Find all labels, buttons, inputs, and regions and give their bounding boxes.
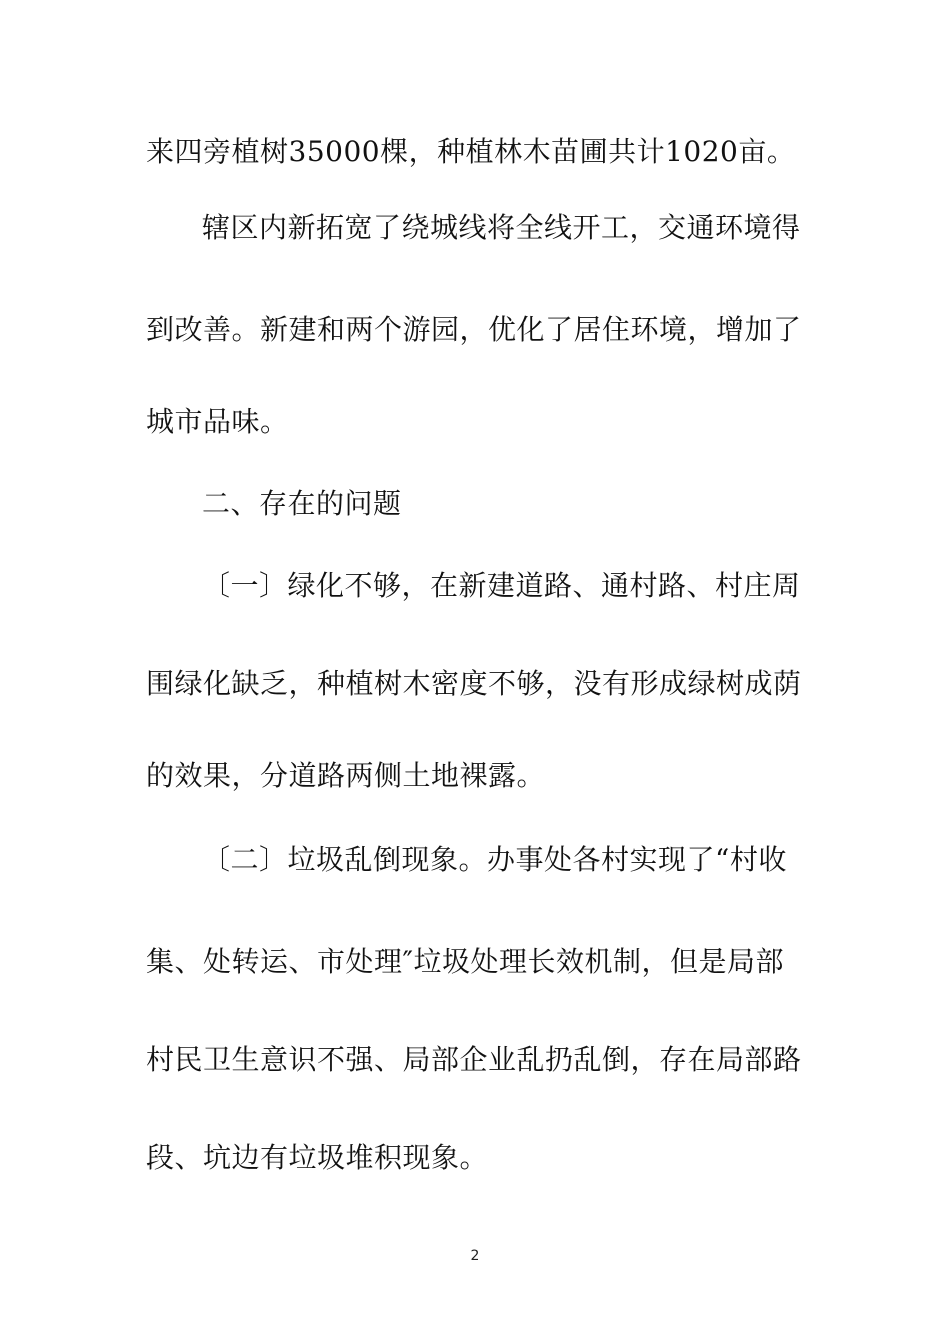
text-line: 到改善。新建和两个游园，优化了居住环境，增加了: [146, 313, 802, 346]
paragraph-line: 〔二〕垃圾乱倒现象。办事处各村实现了“村收: [202, 843, 787, 876]
paragraph-line: 辖区内新拓宽了绕城线将全线开工，交通环境得: [202, 211, 801, 244]
text-line: 来四旁植树35000棵，种植林木苗圃共计1020亩。: [146, 135, 796, 168]
section-heading: 二、存在的问题: [202, 487, 402, 520]
paragraph-line: 〔一〕绿化不够，在新建道路、通村路、村庄周: [202, 569, 801, 602]
text-line: 村民卫生意识不强、局部企业乱扔乱倒，存在局部路: [146, 1043, 802, 1076]
text-line: 围绿化缺乏，种植树木密度不够，没有形成绿树成荫: [146, 667, 802, 700]
text-line: 集、处转运、市处理″垃圾处理长效机制，但是局部: [146, 945, 784, 978]
text-line: 城市品味。: [146, 405, 289, 438]
page-number: 2: [470, 1248, 480, 1264]
text-line: 的效果，分道路两侧土地裸露。: [146, 759, 546, 792]
text-line: 段、坑边有垃圾堆积现象。: [146, 1141, 489, 1174]
